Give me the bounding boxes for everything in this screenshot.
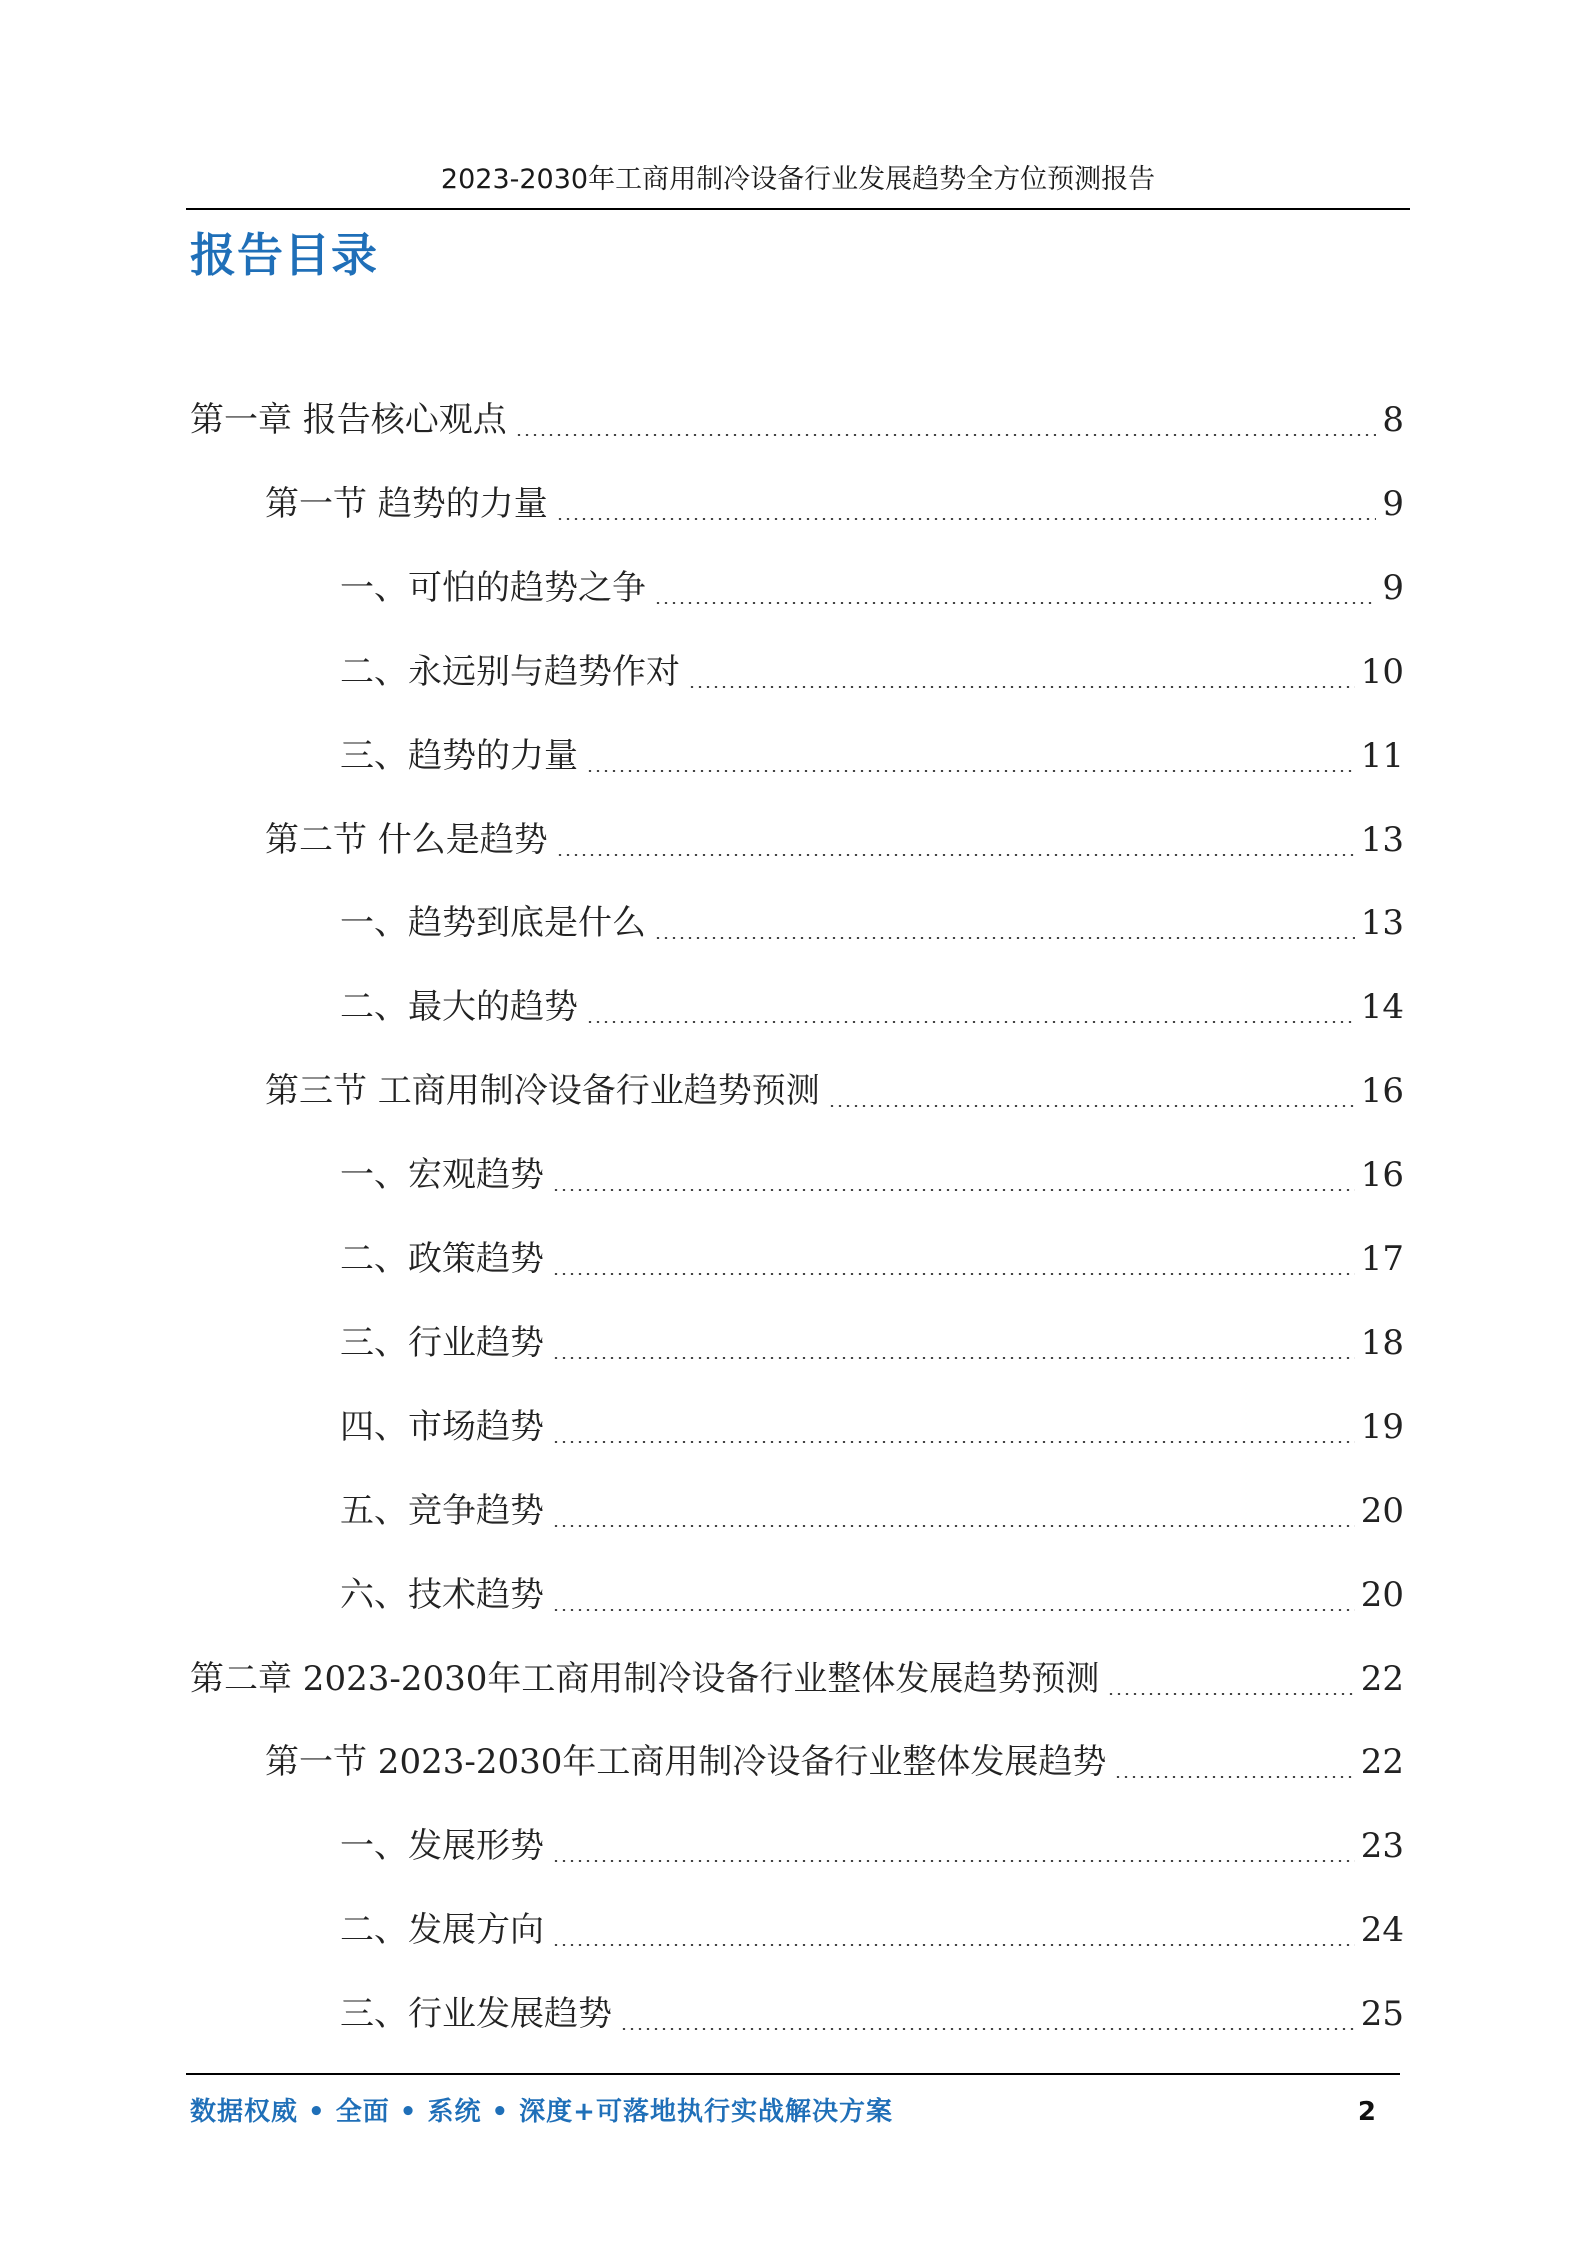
toc-entry[interactable]	[340, 1145, 1404, 1205]
toc-entry[interactable]	[340, 977, 1404, 1037]
toc-entry-label: 三、行业趋势	[340, 1323, 544, 1363]
toc-entry[interactable]	[340, 1984, 1404, 2044]
toc-dot-leader	[552, 1525, 1355, 1527]
toc-entry-label: 三、行业发展趋势	[340, 1994, 612, 2034]
toc-entry-page: 8	[1382, 400, 1404, 440]
toc-entry[interactable]	[265, 810, 1404, 870]
toc-dot-leader	[620, 2028, 1355, 2030]
toc-entry[interactable]	[340, 893, 1404, 953]
toc-entry-page: 9	[1382, 568, 1404, 608]
toc-dot-leader	[586, 1021, 1355, 1023]
toc-dot-leader	[1107, 1693, 1354, 1695]
toc-dot-leader	[556, 854, 1355, 856]
toc-entry-page: 19	[1360, 1407, 1404, 1447]
toc-entry-label: 第二节 什么是趋势	[265, 820, 548, 860]
footer-slogan: 数据权威 • 全面 • 系统 • 深度+可落地执行实战解决方案	[190, 2097, 893, 2127]
toc-entry[interactable]	[340, 1816, 1404, 1876]
toc-entry-page: 22	[1360, 1659, 1404, 1699]
toc-entry-label: 二、发展方向	[340, 1910, 544, 1950]
toc-entry[interactable]	[340, 726, 1404, 786]
toc-entry[interactable]	[340, 1313, 1404, 1373]
toc-entry-page: 13	[1360, 903, 1404, 943]
toc-entry[interactable]	[265, 474, 1404, 534]
toc-dot-leader	[552, 1609, 1355, 1611]
toc-entry-page: 20	[1360, 1491, 1404, 1531]
toc-dot-leader	[688, 686, 1355, 688]
toc-entry-label: 三、趋势的力量	[340, 736, 578, 776]
toc-dot-leader	[552, 1357, 1355, 1359]
toc-dot-leader	[828, 1105, 1355, 1107]
toc-entry-page: 25	[1360, 1994, 1404, 2034]
toc-entry-label: 二、最大的趋势	[340, 987, 578, 1027]
toc-entry[interactable]	[265, 1061, 1404, 1121]
toc-dot-leader	[654, 937, 1355, 939]
toc-entry-label: 四、市场趋势	[340, 1407, 544, 1447]
toc-entry-page: 24	[1360, 1910, 1404, 1950]
toc-entry-label: 二、永远别与趋势作对	[340, 652, 680, 692]
toc-dot-leader	[552, 1860, 1355, 1862]
page-header: 2023-2030年工商用制冷设备行业发展趋势全方位预测报告	[440, 164, 1156, 195]
toc-entry[interactable]	[190, 1649, 1404, 1709]
toc-entry[interactable]	[190, 390, 1404, 450]
footer-page-number: 2	[1357, 2097, 1376, 2127]
toc-dot-leader	[1114, 1776, 1354, 1778]
toc-entry[interactable]	[340, 642, 1404, 702]
toc-entry-page: 23	[1360, 1826, 1404, 1866]
toc-entry[interactable]	[340, 1565, 1404, 1625]
toc-entry[interactable]	[340, 1900, 1404, 1960]
toc-entry-label: 第二章 2023-2030年工商用制冷设备行业整体发展趋势预测	[190, 1659, 1100, 1699]
toc-dot-leader	[654, 602, 1376, 604]
toc-entry-label: 第三节 工商用制冷设备行业趋势预测	[265, 1071, 820, 1111]
toc-entry[interactable]	[340, 1397, 1404, 1457]
toc-entry-label: 一、可怕的趋势之争	[340, 568, 646, 608]
toc-entry-page: 10	[1360, 652, 1404, 692]
toc-entry-label: 第一章 报告核心观点	[190, 400, 507, 440]
toc-entry-label: 一、趋势到底是什么	[340, 903, 646, 943]
toc-entry-page: 18	[1360, 1323, 1404, 1363]
toc-entry[interactable]	[340, 1481, 1404, 1541]
toc-entry[interactable]	[340, 558, 1404, 618]
toc-entry-label: 五、竞争趋势	[340, 1491, 544, 1531]
toc-entry-page: 13	[1360, 820, 1404, 860]
toc-entry-label: 二、政策趋势	[340, 1239, 544, 1279]
toc-dot-leader	[586, 770, 1355, 772]
toc-entry-page: 11	[1360, 736, 1404, 776]
toc-dot-leader	[556, 518, 1377, 520]
toc-dot-leader	[552, 1189, 1355, 1191]
toc-entry-page: 16	[1360, 1071, 1404, 1111]
toc-entry[interactable]	[265, 1732, 1404, 1792]
toc-dot-leader	[552, 1273, 1355, 1275]
toc-entry-label: 一、宏观趋势	[340, 1155, 544, 1195]
toc-entry-label: 六、技术趋势	[340, 1575, 544, 1615]
toc-entry-label: 第一节 趋势的力量	[265, 484, 548, 524]
toc-entry-page: 22	[1360, 1742, 1404, 1782]
toc-dot-leader	[552, 1944, 1355, 1946]
toc-dot-leader	[515, 434, 1377, 436]
toc-entry-page: 16	[1360, 1155, 1404, 1195]
toc-dot-leader	[552, 1441, 1355, 1443]
toc-entry-page: 20	[1360, 1575, 1404, 1615]
header-rule	[186, 208, 1410, 210]
toc-entry-page: 17	[1360, 1239, 1404, 1279]
footer-rule	[186, 2073, 1400, 2075]
toc-entry-page: 9	[1382, 484, 1404, 524]
toc-entry-label: 一、发展形势	[340, 1826, 544, 1866]
toc-entry[interactable]	[340, 1229, 1404, 1289]
doc-title: 报告目录	[190, 228, 378, 282]
toc-entry-label: 第一节 2023-2030年工商用制冷设备行业整体发展趋势	[265, 1742, 1107, 1782]
toc-entry-page: 14	[1360, 987, 1404, 1027]
